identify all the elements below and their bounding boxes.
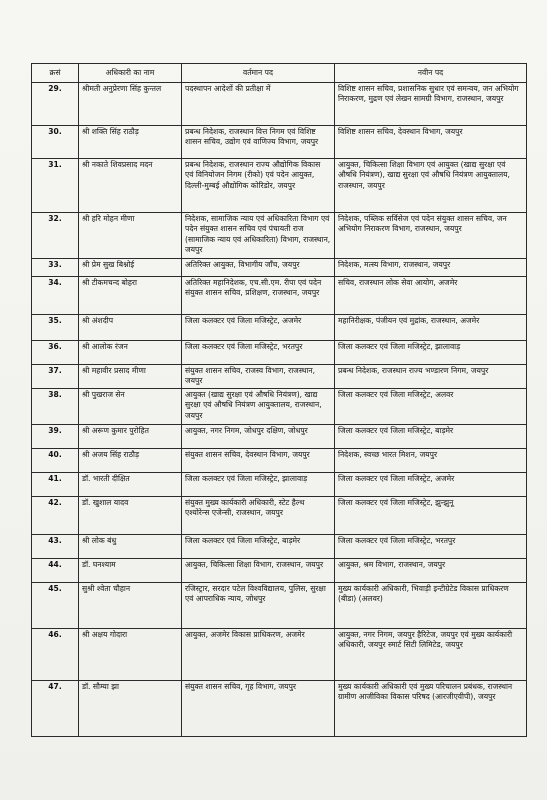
serial-no: 43. (32, 535, 79, 559)
new-post: विशिष्ट शासन सचिव, प्रशासनिक सुधार एवं समन्वय, जन अभियोग निराकरण, मुद्रण एवं लेखन सामग्री विभाग, राजस्थान, जयपुर (335, 83, 527, 126)
current-post: जिला कलक्टर एवं जिला मजिस्ट्रेट, बाड़मेर (182, 535, 335, 559)
table-row (32, 83, 527, 126)
new-post: जिला कलक्टर एवं जिला मजिस्ट्रेट, बाड़मेर (335, 425, 527, 449)
officer-name: सुश्री श्वेता चौहान (79, 583, 182, 629)
officer-name: श्री लोक बंधु (79, 535, 182, 559)
table-row (32, 497, 527, 535)
officer-name: श्री पुखराज सेन (79, 389, 182, 425)
serial-no: 30. (32, 126, 79, 159)
new-post: जिला कलक्टर एवं जिला मजिस्ट्रेट, झुन्झुनू (335, 497, 527, 535)
serial-no: 33. (32, 259, 79, 277)
current-post: संयुक्त शासन सचिव, गृह विभाग, जयपुर (182, 681, 335, 737)
current-post: जिला कलक्टर एवं जिला मजिस्ट्रेट, भरतपुर (182, 341, 335, 365)
officer-name: श्री प्रेम सुख बिश्नोई (79, 259, 182, 277)
table-row (32, 159, 527, 213)
serial-no: 32. (32, 213, 79, 259)
new-post: आयुक्त, नगर निगम, जयपुर हैरिटेज, जयपुर एवं मुख्य कार्यकारी अधिकारी, जयपुर स्मार्ट सिटी लिमिटेड, जयपुर (335, 629, 527, 681)
current-post: आयुक्त, अजमेर विकास प्राधिकरण, अजमेर (182, 629, 335, 681)
current-post: जिला कलक्टर एवं जिला मजिस्ट्रेट, अजमेर (182, 315, 335, 341)
new-post: सचिव, राजस्थान लोक सेवा आयोग, अजमेर (335, 277, 527, 315)
serial-no: 41. (32, 473, 79, 497)
current-post: संयुक्त मुख्य कार्यकारी अधिकारी, स्टेट हैल्थ एश्योरेन्स एजेन्सी, राजस्थान, जयपुर (182, 497, 335, 535)
serial-no: 31. (32, 159, 79, 213)
table-row (32, 365, 527, 389)
current-post: निदेशक, सामाजिक न्याय एवं अधिकारिता विभाग एवं पदेन संयुक्त शासन सचिव एवं पंचायती राज (सामाजिक न्याय एवं अधिकारिता) विभाग, राजस्थान, जयपुर (182, 213, 335, 259)
new-post: निदेशक, मत्स्य विभाग, राजस्थान, जयपुर (335, 259, 527, 277)
new-post: मुख्य कार्यकारी अधिकारी एवं मुख्य परिचालन प्रबंधक, राजस्थान ग्रामीण आजीविका विकास परिषद (आरजीएवीपी), जयपुर (335, 681, 527, 737)
serial-no: 36. (32, 341, 79, 365)
serial-no: 34. (32, 277, 79, 315)
serial-no: 38. (32, 389, 79, 425)
table-row (32, 559, 527, 583)
table-row (32, 341, 527, 365)
current-post: आयुक्त, चिकित्सा शिक्षा विभाग, राजस्थान, जयपुर (182, 559, 335, 583)
new-post: आयुक्त, श्रम विभाग, राजस्थान, जयपुर (335, 559, 527, 583)
new-post: प्रबन्ध निदेशक, राजस्थान राज्य भण्डारण निगम, जयपुर (335, 365, 527, 389)
new-post: निदेशक, स्वच्छ भारत मिशन, जयपुर (335, 449, 527, 473)
current-post: आयुक्त (खाद्य सुरक्षा एवं औषधि नियंत्रण), खाद्य सुरक्षा एवं औषधि नियंत्रण आयुक्तालय, राजस्थान, जयपुर (182, 389, 335, 425)
officer-name: श्री महावीर प्रसाद मीणा (79, 365, 182, 389)
header-serial-no: क्रसं (32, 64, 79, 83)
serial-no: 37. (32, 365, 79, 389)
current-post: जिला कलक्टर एवं जिला मजिस्ट्रेट, झालावाड़ (182, 473, 335, 497)
officer-name: श्री आलोक रंजन (79, 341, 182, 365)
officer-name: डॉ. भारती दीक्षित (79, 473, 182, 497)
table-row (32, 629, 527, 681)
current-post: रजिस्ट्रार, सरदार पटेल विश्वविद्यालय, पुलिस, सुरक्षा एवं आपराधिक न्याय, जोधपुर (182, 583, 335, 629)
table-header-row (32, 64, 527, 83)
officer-name: श्री अजय सिंह राठौड़ (79, 449, 182, 473)
table-row (32, 213, 527, 259)
serial-no: 46. (32, 629, 79, 681)
new-post: जिला कलक्टर एवं जिला मजिस्ट्रेट, अजमेर (335, 473, 527, 497)
new-post: निदेशक, पब्लिक सर्विसेज एवं पदेन संयुक्त शासन सचिव, जन अभियोग निराकरण विभाग, राजस्थान, जयपुर (335, 213, 527, 259)
new-post: आयुक्त, चिकित्सा शिक्षा विभाग एवं आयुक्त (खाद्य सुरक्षा एवं औषधि नियंत्रण), खाद्य सुरक्षा एवं औषधि नियंत्रण आयुक्तालय, राजस्थान, जयपुर (335, 159, 527, 213)
serial-no: 45. (32, 583, 79, 629)
table-row (32, 389, 527, 425)
new-post: जिला कलक्टर एवं जिला मजिस्ट्रेट, अलवर (335, 389, 527, 425)
table-row (32, 259, 527, 277)
serial-no: 47. (32, 681, 79, 737)
new-post: महानिरीक्षक, पंजीयन एवं मुद्रांक, राजस्थान, अजमेर (335, 315, 527, 341)
table-row (32, 315, 527, 341)
current-post: अतिरिक्त महानिदेशक, एच.सी.एम. रीपा एवं पदेन संयुक्त शासन सचिव, प्रशिक्षण, राजस्थान, जयपुर (182, 277, 335, 315)
officer-name: श्री अक्षय गोदारा (79, 629, 182, 681)
table-row (32, 126, 527, 159)
current-post: संयुक्त शासन सचिव, देवस्थान विभाग, जयपुर (182, 449, 335, 473)
serial-no: 29. (32, 83, 79, 126)
table-row (32, 583, 527, 629)
officer-name: श्री शक्ति सिंह राठौड़ (79, 126, 182, 159)
new-post: मुख्य कार्यकारी अधिकारी, भिवाड़ी इन्टीग्रेटेड विकास प्राधिकरण (बीडा) (अलवर) (335, 583, 527, 629)
officer-name: श्रीमती अनुप्रेरणा सिंह कुन्तल (79, 83, 182, 126)
officer-name: डॉ. खुशाल यादव (79, 497, 182, 535)
new-post: विशिष्ट शासन सचिव, देवस्थान विभाग, जयपुर (335, 126, 527, 159)
serial-no: 40. (32, 449, 79, 473)
table-row (32, 277, 527, 315)
officer-name: श्री नकाते शिवप्रसाद मदन (79, 159, 182, 213)
table-row (32, 425, 527, 449)
header-current-post: वर्तमान पद (182, 64, 335, 83)
transfer-orders-table (31, 63, 527, 737)
current-post: संयुक्त शासन सचिव, राजस्व विभाग, राजस्थान, जयपुर (182, 365, 335, 389)
officer-name: श्री अंशदीप (79, 315, 182, 341)
officer-name: डॉ. घनश्याम (79, 559, 182, 583)
serial-no: 44. (32, 559, 79, 583)
table-row (32, 681, 527, 737)
header-new-post: नवीन पद (335, 64, 527, 83)
serial-no: 42. (32, 497, 79, 535)
new-post: जिला कलक्टर एवं जिला मजिस्ट्रेट, भरतपुर (335, 535, 527, 559)
table-row (32, 473, 527, 497)
officer-name: डॉ. सौम्या झा (79, 681, 182, 737)
current-post: अतिरिक्त आयुक्त, विभागीय जाँच, जयपुर (182, 259, 335, 277)
serial-no: 39. (32, 425, 79, 449)
header-officer-name: अधिकारी का नाम (79, 64, 182, 83)
current-post: आयुक्त, नगर निगम, जोधपुर दक्षिण, जोधपुर (182, 425, 335, 449)
serial-no: 35. (32, 315, 79, 341)
officer-name: श्री अरूण कुमार पुरोहित (79, 425, 182, 449)
current-post: पदस्थापन आदेशों की प्रतीक्षा में (182, 83, 335, 126)
new-post: जिला कलक्टर एवं जिला मजिस्ट्रेट, झालावाड़ (335, 341, 527, 365)
current-post: प्रबन्ध निदेशक, राजस्थान राज्य औद्योगिक विकास एवं विनियोजन निगम (रीको) एवं पदेन आयुक्त, दिल्ली-मुम्बई औद्योगिक कोरिडोर, जयपुर (182, 159, 335, 213)
current-post: प्रबन्ध निदेशक, राजस्थान वित्त निगम एवं विशिष्ट शासन सचिव, उद्योग एवं वाणिज्य विभाग, जयपुर (182, 126, 335, 159)
table-row (32, 449, 527, 473)
officer-name: श्री हरि मोहन मीणा (79, 213, 182, 259)
officer-name: श्री टीकमचन्द बोहरा (79, 277, 182, 315)
table-row (32, 535, 527, 559)
